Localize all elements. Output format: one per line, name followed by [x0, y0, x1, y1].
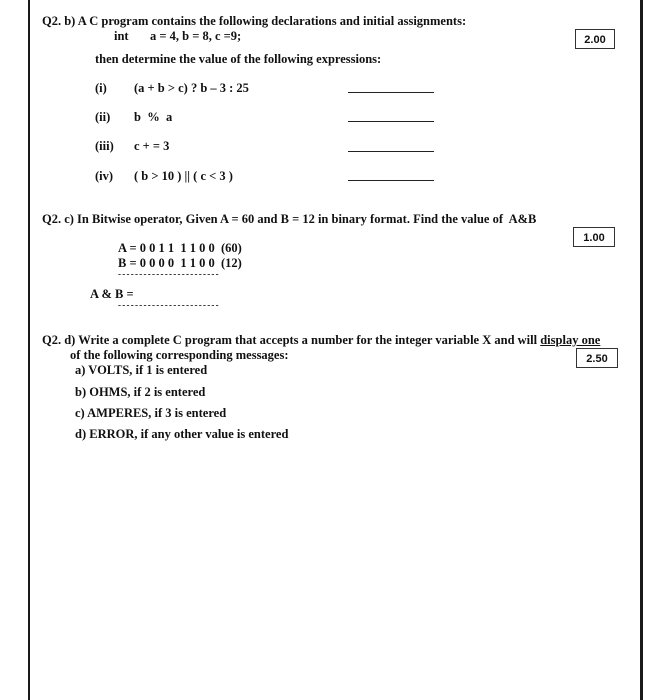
q2d-heading-mid: and will — [491, 333, 541, 347]
q2b-item-num: (iii) — [95, 139, 114, 153]
answer-blank — [348, 151, 434, 152]
q2d-option: a) VOLTS, if 1 is entered — [75, 363, 208, 377]
q2c-dashed-line: - - - - - - - - - - - - - - - - - - - - - - - - — [118, 269, 219, 279]
left-border-line — [28, 0, 30, 700]
q2d-option: c) AMPERES, if 3 is entered — [75, 406, 227, 420]
q2d-heading-line2: of the following corresponding messages: — [70, 348, 289, 362]
q2d-variable-x: X — [482, 333, 492, 347]
q2c-heading: Q2. c) In Bitwise operator, Given A = 60 and B = 12 in binary format. Find the value of A&B — [42, 212, 537, 226]
q2b-item-expression: b % a — [134, 110, 173, 124]
answer-blank — [348, 121, 434, 122]
q2c-binary-a: A = 0 0 1 1 1 1 0 0 (60) — [118, 241, 242, 255]
q2b-instruction: then determine the value of the following expressions: — [95, 52, 382, 66]
q2b-item-expression: c + = 3 — [134, 139, 170, 153]
q2d-heading-start: Q2. d) Write a complete C program that accepts a number for the integer variable — [42, 333, 483, 347]
q2c-marks-box: 1.00 — [573, 227, 615, 247]
q2b-item-num: (ii) — [95, 110, 111, 124]
q2d-option: d) ERROR, if any other value is entered — [75, 427, 289, 441]
right-border-line — [640, 0, 643, 700]
q2b-item-expression: (a + b > c) ? b – 3 : 25 — [134, 81, 249, 95]
q2b-declaration-values: a = 4, b = 8, c =9; — [150, 29, 242, 43]
q2d-heading — [42, 333, 600, 347]
q2b-item-num: (i) — [95, 81, 107, 95]
q2d-heading-end: display one — [540, 333, 601, 347]
q2b-marks-box: 2.00 — [575, 29, 615, 49]
q2d-marks-box: 2.50 — [576, 348, 618, 368]
answer-blank — [348, 180, 434, 181]
q2b-item-expression: ( b > 10 ) || ( c < 3 ) — [134, 169, 233, 183]
q2b-declaration-type: int — [114, 29, 129, 43]
q2c-result-label: A & B = — [90, 287, 134, 301]
q2c-dashed-line: - - - - - - - - - - - - - - - - - - - - - - - - — [118, 300, 219, 310]
q2d-option: b) OHMS, if 2 is entered — [75, 385, 206, 399]
q2b-item-num: (iv) — [95, 169, 114, 183]
q2c-binary-b: B = 0 0 0 0 1 1 0 0 (12) — [118, 256, 242, 270]
answer-blank — [348, 92, 434, 93]
q2b-heading: Q2. b) A C program contains the following declarations and initial assignments: — [42, 14, 467, 28]
